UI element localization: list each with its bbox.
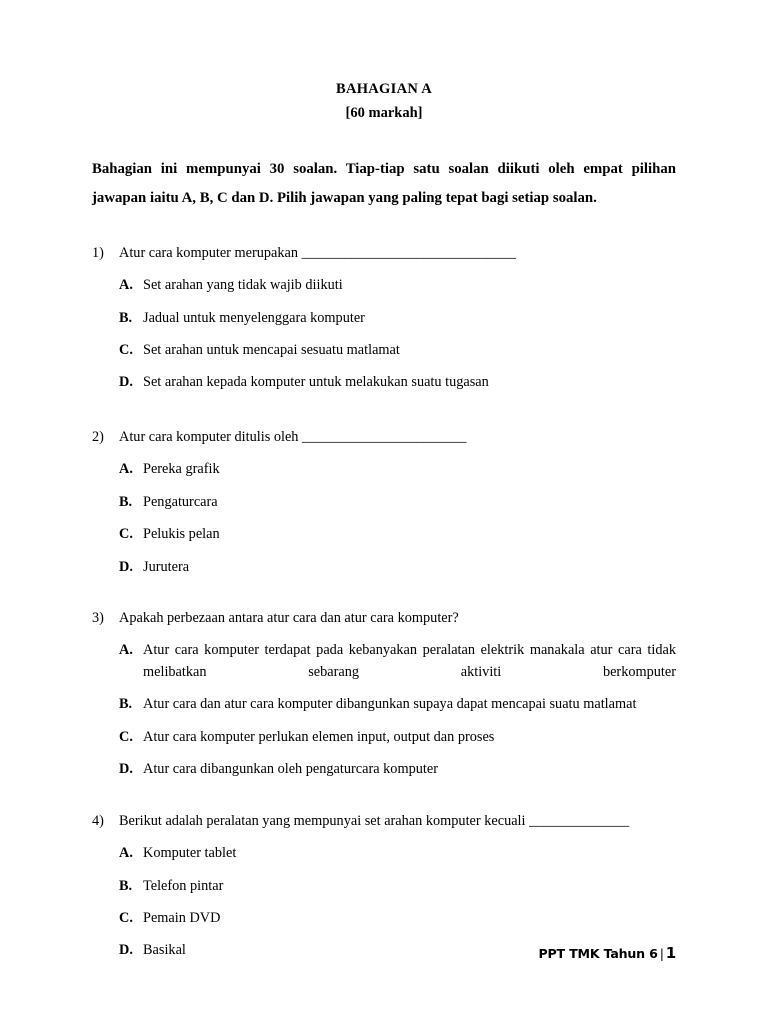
option-text: Pemain DVD (143, 909, 221, 926)
option-letter: B. (119, 696, 133, 713)
option-text: Atur cara dan atur cara komputer dibangunkan supaya dapat mencapai suatu matlamat (143, 696, 637, 713)
option-item[interactable] (92, 275, 676, 296)
question-heading (92, 608, 676, 629)
option-letter: C. (119, 728, 133, 745)
option-letter: B. (119, 493, 133, 510)
option-text: Set arahan untuk mencapai sesuatu matlamat (143, 341, 400, 358)
question-text: Berikut adalah peralatan yang mempunyai set arahan komputer kecuali ______________ (119, 812, 630, 829)
option-text: Pengaturcara (143, 493, 218, 510)
page-subtitle: [60 markah] (345, 105, 423, 122)
option-item[interactable] (92, 727, 676, 748)
option-item[interactable] (92, 908, 676, 929)
footer-page-number: 1 (665, 944, 676, 962)
option-letter: D. (119, 558, 133, 575)
option-text: Atur cara komputer terdapat pada kebanyakan peralatan elektrik manakala atur cara tidak melibatkan sebarang aktiviti berkomputer (143, 642, 676, 680)
option-letter: C. (119, 341, 133, 358)
option-text: Set arahan kepada komputer untuk melakukan suatu tugasan (143, 374, 489, 391)
option-item[interactable] (92, 524, 676, 545)
question-item (92, 811, 676, 962)
question-text: Atur cara komputer ditulis oleh _______________________ (119, 428, 467, 445)
option-list (92, 275, 676, 394)
question-number: 3) (92, 610, 104, 626)
option-letter: B. (119, 309, 133, 326)
option-item[interactable] (92, 694, 676, 715)
question-item (92, 608, 676, 781)
option-text: Jurutera (143, 558, 190, 575)
question-number: 2) (92, 428, 104, 445)
option-item[interactable] (92, 459, 676, 480)
question-heading (92, 243, 676, 264)
option-text: Jadual untuk menyelenggara komputer (143, 309, 365, 326)
option-letter: A. (119, 642, 133, 659)
option-text: Pelukis pelan (143, 526, 220, 543)
option-text: Atur cara dibangunkan oleh pengaturcara komputer (143, 761, 438, 778)
option-text: Basikal (143, 942, 186, 959)
option-letter: B. (119, 877, 133, 894)
option-item[interactable] (92, 640, 676, 683)
option-item[interactable] (92, 843, 676, 864)
question-text: Apakah perbezaan antara atur cara dan atur cara komputer? (119, 610, 459, 626)
option-text: Set arahan yang tidak wajib diikuti (143, 277, 343, 294)
instruction-text: Bahagian ini mempunyai 30 soalan. Tiap-tiap satu soalan diikuti oleh empat pilihan jawapan iaitu A, B, C dan D. Pilih jawapan yang paling tepat bagi setiap soalan. (92, 160, 676, 206)
option-item[interactable] (92, 557, 676, 578)
question-number: 1) (92, 244, 104, 261)
option-letter: A. (119, 845, 133, 862)
option-item[interactable] (92, 492, 676, 513)
option-letter: D. (119, 761, 133, 778)
option-letter: C. (119, 526, 133, 543)
option-letter: C. (119, 909, 133, 926)
option-item[interactable] (92, 876, 676, 897)
question-text: Atur cara komputer merupakan ______________________________ (119, 244, 517, 261)
option-item[interactable] (92, 308, 676, 329)
option-item[interactable] (92, 340, 676, 361)
option-list (92, 459, 676, 578)
footer-separator: | (659, 946, 664, 961)
option-item[interactable] (92, 372, 676, 393)
option-letter: D. (119, 374, 133, 391)
option-letter: A. (119, 461, 133, 478)
question-heading (92, 427, 676, 448)
option-letter: A. (119, 277, 133, 294)
question-item (92, 243, 676, 394)
page-title: BAHAGIAN A (335, 81, 433, 97)
option-text: Pereka grafik (143, 461, 220, 478)
page-footer (538, 944, 676, 962)
option-item[interactable] (92, 759, 676, 780)
question-heading (92, 811, 676, 832)
option-text: Komputer tablet (143, 845, 237, 862)
option-list (92, 640, 676, 780)
footer-label: PPT TMK Tahun 6 (538, 946, 658, 961)
question-number: 4) (92, 812, 104, 829)
question-item (92, 427, 676, 578)
option-letter: D. (119, 942, 133, 959)
option-text: Telefon pintar (143, 877, 224, 894)
option-text: Atur cara komputer perlukan elemen input, output dan proses (143, 728, 495, 745)
